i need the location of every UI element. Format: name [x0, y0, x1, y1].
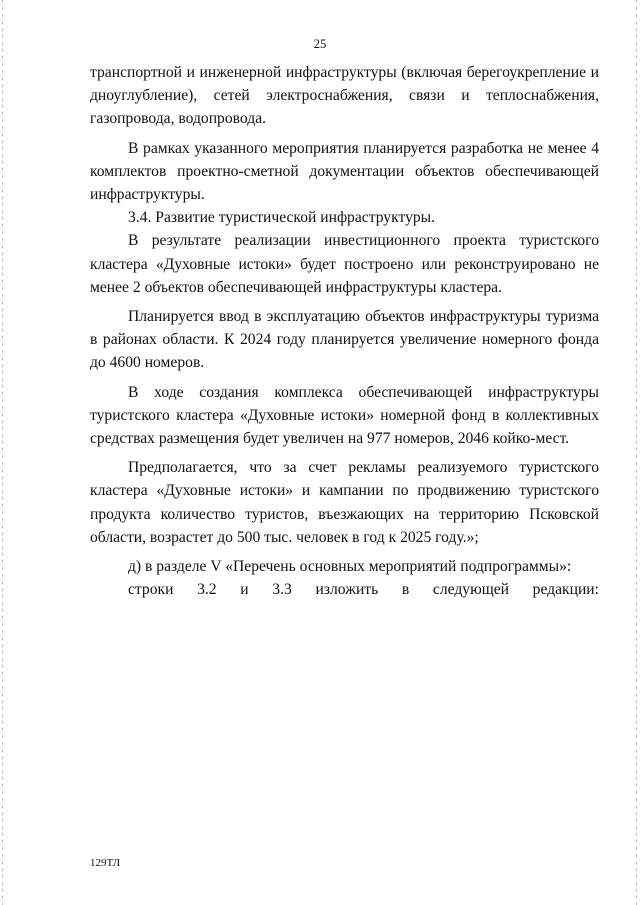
paragraph-section-v-reference: д) в разделе V «Перечень основных мероприятий подпрограммы»:	[128, 558, 572, 576]
paragraph-tourist-flow: Предполагается, что за счет рекламы реализуемого туристского кластера «Духовные истоки» и кампании по продвижению туристского продукта количество туристов, въезжающих на территорию Псковской области, возрастет до 500 тыс. человек в год к 2025 году.»;	[90, 459, 599, 546]
paragraph-room-fund: Планируется ввод в эксплуатацию объектов инфраструктуры туризма в районах области. К 2024 году планируется увеличение номерного фонда до 4600 номеров.	[90, 308, 599, 372]
paragraph-rows-amendment: строки 3.2 и 3.3 изложить в следующей редакции:	[128, 581, 599, 599]
document-body	[90, 61, 599, 601]
paragraph-section-3-4-heading: 3.4. Развитие туристической инфраструктуры.	[128, 209, 436, 227]
paragraph-cluster-objects: В результате реализации инвестиционного проекта туристского кластера «Духовные истоки» будет построено или реконструировано не менее 2 объектов обеспечивающей инфраструктуры кластера.	[90, 232, 599, 296]
paragraph-infrastructure-continuation: транспортной и инженерной инфраструктуры (включая берегоукрепление и дноуглубление), сетей электроснабжения, связи и теплоснабжения, газопровода, водопровода.	[90, 64, 599, 128]
scan-edge-right	[636, 0, 637, 905]
page-number: 25	[313, 37, 327, 51]
footer-document-code: 129ТЛ	[90, 857, 121, 869]
paragraph-accommodation-capacity: В ходе создания комплекса обеспечивающей инфраструктуры туристского кластера «Духовные истоки» номерной фонд в коллективных средствах размещения будет увеличен на 977 номеров, 2046 койко-мест.	[90, 383, 599, 448]
scan-edge-left	[2, 0, 3, 905]
paragraph-design-documentation: В рамках указанного мероприятия планируется разработка не менее 4 комплектов проектно-сметной документации объектов обеспечивающей инфраструктуры.	[90, 139, 599, 204]
